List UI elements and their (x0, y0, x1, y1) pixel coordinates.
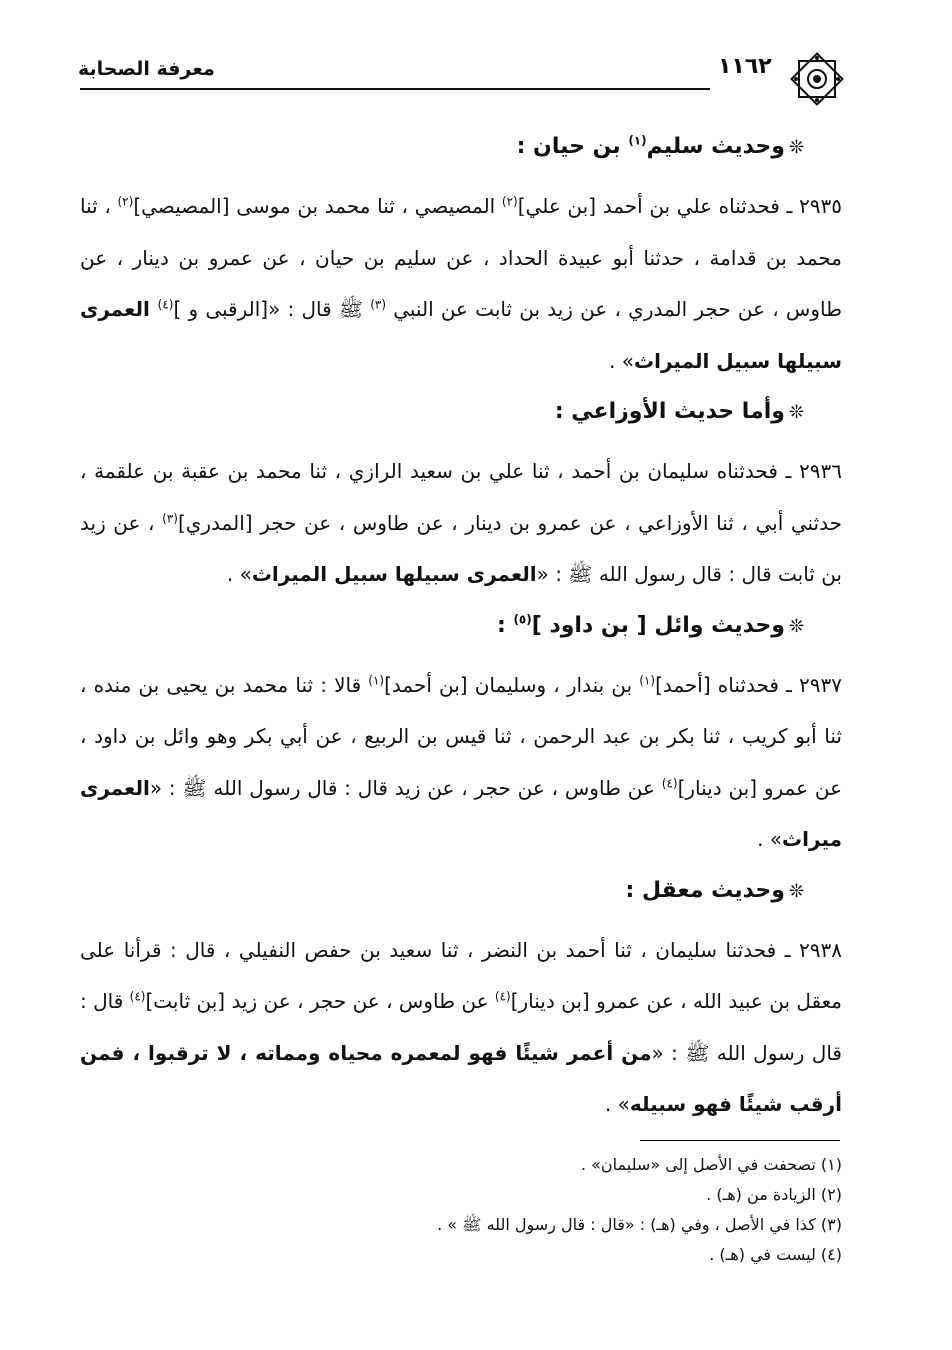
hadith-paragraph: ٢٩٣٥ ـ فحدثناه علي بن أحمد [بن علي]$^{(٢)}$ المصيصي ، ثنا محمد بن موسى [المصيصي]$^{(٢)}$ ، ثنا محمد بن قدامة ، حدثنا أبو عبيدة الحداد ، عن سليم بن حيان ، عن عمرو بن دينار ، عن طاوس ، عن حجر المدري ، عن زيد بن ثابت عن النبي $^{(٣)}$ ﷺ قال : «[الرقبى و ]$^{(٤)}$ العمرى سبيلها سبيل الميراث» . (80, 194, 842, 373)
asterisk-icon: ❊ (788, 880, 804, 902)
page-body (80, 122, 842, 1139)
hadith-paragraph: ٢٩٣٧ ـ فحدثناه [أحمد]$^{(١)}$ بن بندار ، وسليمان [بن أحمد]$^{(١)}$ قالا : ثنا محمد بن يحيى بن منده ، ثنا أبو كريب ، ثنا بكر بن عبد الرحمن ، ثنا قيس بن الربيع ، عن أبي بكر وهو وائل بن داود ، عن عمرو [بن دينار]$^{(٤)}$ عن طاوس ، عن حجر ، عن زيد قال : قال رسول الله ﷺ : «العمرى ميراث» . (80, 672, 843, 851)
ornament-icon (786, 48, 848, 110)
footnote: (٣) كذا في الأصل ، وفي (هـ) : «قال : قال رسول الله ﷺ » . (437, 1215, 842, 1234)
page-header (78, 48, 848, 100)
footnote-rule (640, 1140, 840, 1141)
section-heading: ❊وحديث سليم$^{(١)}$ بن حيان : (516, 133, 804, 159)
asterisk-icon: ❊ (788, 137, 804, 158)
footnotes (80, 1150, 842, 1270)
book-title: معرفة الصحابة (78, 58, 215, 80)
footnote: (٤) ليست في (هـ) . (709, 1245, 842, 1264)
header-rule (80, 88, 710, 90)
hadith-paragraph: ٢٩٣٦ ـ فحدثناه سليمان بن أحمد ، ثنا علي بن سعيد الرازي ، ثنا محمد بن عقبة بن علقمة ، حدثني أبي ، ثنا الأوزاعي ، عن عمرو بن دينار ، عن طاوس ، عن حجر [المدري]$^{(٣)}$ ، عن زيد بن ثابت قال : قال رسول الله ﷺ : «العمرى سبيلها سبيل الميراث» . (80, 459, 842, 586)
asterisk-icon: ❊ (788, 615, 804, 637)
section-heading: ❊وحديث معقل : (625, 877, 804, 903)
page-number: ١١٦٢ (718, 54, 772, 79)
footnote: (٢) الزيادة من (هـ) . (706, 1185, 842, 1204)
asterisk-icon: ❊ (788, 402, 804, 423)
footnote: (١) تصحفت في الأصل إلى «سليمان» . (580, 1155, 842, 1174)
section-heading: ❊وحديث وائل [ بن داود ]$^{(٥)}$ : (496, 612, 804, 638)
hadith-paragraph: ٢٩٣٨ ـ فحدثنا سليمان ، ثنا أحمد بن النضر ، ثنا سعيد بن حفص النفيلي ، قال : قرأنا على معقل بن عبيد الله ، عن عمرو [بن دينار]$^{(٤)}$ عن طاوس ، عن حجر ، عن زيد [بن ثابت]$^{(٤)}$ قال : قال رسول الله ﷺ : «من أعمر شيئًا فهو لمعمره محياه ومماته ، لا ترقبوا ، فمن أرقب شيئًا فهو سبيله» . (80, 937, 842, 1116)
section-heading: ❊وأما حديث الأوزاعي : (554, 399, 804, 424)
